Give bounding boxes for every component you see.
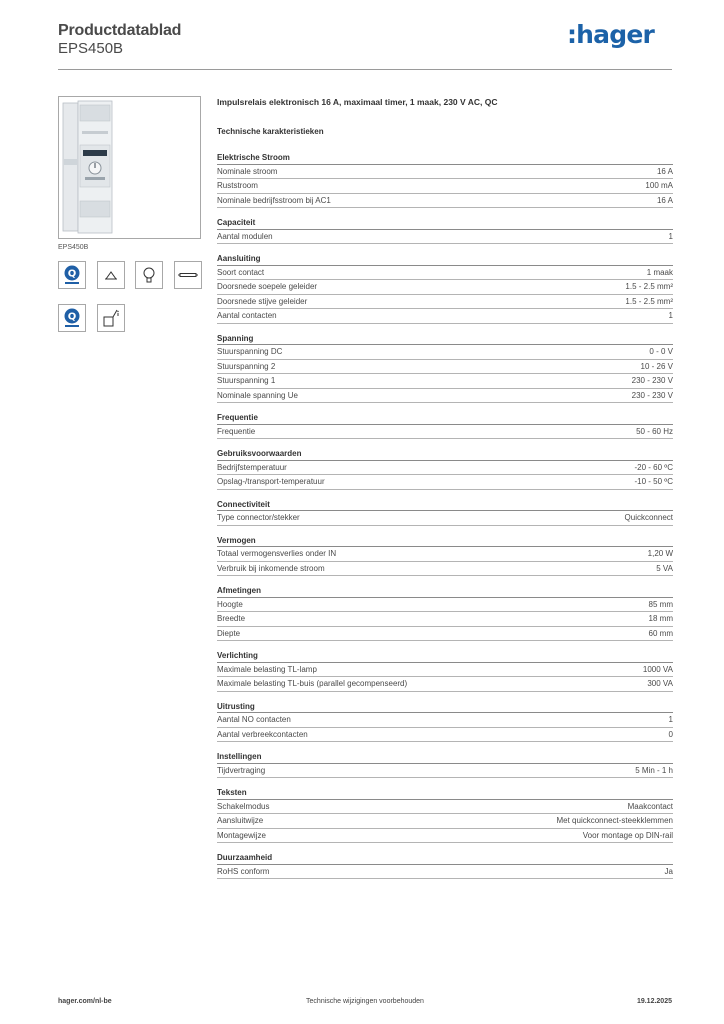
spec-label: Maximale belasting TL-lamp [217, 664, 317, 674]
spec-value: 1,20 W [647, 549, 673, 558]
spec-label: Opslag-/transport-temperatuur [217, 477, 325, 486]
section-title: Vermogen [217, 535, 673, 548]
spec-row [217, 194, 673, 209]
lamp-icon [135, 261, 163, 289]
section-title: Duurzaamheid [217, 852, 673, 865]
spec-row [217, 728, 673, 743]
spec-section [217, 253, 673, 324]
spec-row [217, 663, 673, 678]
spec-sections [217, 152, 673, 879]
spec-label: Nominale stroom [217, 166, 278, 176]
spec-row [217, 677, 673, 692]
spec-row [217, 266, 673, 281]
spec-label: Soort contact [217, 267, 265, 277]
page-header [58, 20, 672, 70]
spec-label: Aantal verbreekcontacten [217, 729, 308, 739]
section-title: Capaciteit [217, 217, 673, 230]
spec-value: Ja [664, 866, 673, 876]
spec-label: Aantal NO contacten [217, 715, 291, 724]
pulse-symbol-icon [97, 261, 125, 289]
spec-value: 5 Min - 1 h [635, 765, 673, 775]
spec-row [217, 598, 673, 613]
spec-row [217, 230, 673, 245]
spec-label: Verbruik bij inkomende stroom [217, 563, 325, 573]
spec-label: Stuurspanning DC [217, 347, 283, 356]
section-title: Uitrusting [217, 701, 673, 714]
spec-value: 16 A [656, 166, 673, 176]
spec-label: Doorsnede soepele geleider [217, 282, 318, 291]
spec-section [217, 535, 673, 577]
spec-value: 1 maak [646, 267, 673, 277]
section-title: Elektrische Stroom [217, 152, 673, 165]
spec-label: Stuurspanning 1 [217, 376, 276, 385]
spec-value: Quickconnect [624, 513, 673, 522]
spec-value: 100 mA [645, 181, 673, 190]
spec-label: Breedte [217, 614, 246, 623]
product-description: Impulsrelais elektronisch 16 A, maximaal timer, 1 maak, 230 V AC, QC [217, 97, 498, 107]
image-reference: EPS450B [58, 244, 89, 251]
spec-section [217, 333, 673, 404]
spec-value: 85 mm [648, 599, 673, 609]
spec-row [217, 865, 673, 880]
section-title: Verlichting [217, 650, 673, 663]
spec-row [217, 295, 673, 310]
spec-label: Hoogte [217, 599, 243, 609]
spec-label: RoHS conform [217, 866, 270, 876]
spec-value: 230 - 230 V [631, 390, 673, 400]
product-code: EPS450B [58, 40, 124, 57]
spec-section [217, 852, 673, 879]
svg-text:Q: Q [67, 311, 77, 323]
product-image [58, 96, 201, 239]
spec-value: 60 mm [648, 628, 673, 638]
spec-row [217, 425, 673, 440]
spec-value: 16 A [656, 195, 673, 205]
spec-value: 1.5 - 2.5 mm² [625, 296, 673, 306]
spec-row [217, 800, 673, 815]
spec-value: 1000 VA [642, 664, 673, 674]
spec-content [217, 96, 673, 879]
spec-value: 18 mm [648, 614, 673, 623]
spec-value: Met quickconnect-steekklemmen [556, 816, 673, 825]
footer-disclaimer: Technische wijzigingen voorbehouden [306, 998, 424, 1005]
quickconnect-q-badge-icon [58, 304, 86, 332]
spec-value: Voor montage op DIN-rail [582, 830, 673, 840]
spec-section [217, 499, 673, 526]
spec-row [217, 511, 673, 526]
spec-value: 1.5 - 2.5 mm² [625, 282, 673, 291]
section-title: Gebruiksvoorwaarden [217, 448, 673, 461]
spec-row [217, 627, 673, 642]
spec-label: Ruststroom [217, 181, 258, 190]
section-title: Spanning [217, 333, 673, 346]
spec-row [217, 360, 673, 375]
spec-value: 1 [668, 311, 673, 320]
footer-date: 19.12.2025 [636, 998, 672, 1005]
section-title: Teksten [217, 787, 673, 800]
spec-value: 10 - 26 V [640, 361, 673, 371]
spec-label: Maximale belasting TL-buis (parallel gecompenseerd) [217, 679, 408, 688]
spec-label: Nominale bedrijfsstroom bij AC1 [217, 195, 331, 205]
spec-row [217, 374, 673, 389]
spec-value: 0 - 0 V [649, 347, 673, 356]
spec-label: Bedrijfstemperatuur [217, 462, 287, 472]
spec-section [217, 152, 673, 208]
spec-row [217, 547, 673, 562]
spec-row [217, 309, 673, 324]
spec-value: 0 [668, 729, 673, 739]
spec-label: Montagewijze [217, 830, 266, 840]
spec-label: Stuurspanning 2 [217, 361, 276, 371]
footer-website: hager.com/nl-be [58, 998, 112, 1005]
svg-text:Q: Q [67, 268, 77, 280]
spec-value: Maakcontact [627, 801, 673, 811]
spec-label: Aansluitwijze [217, 816, 264, 825]
spec-row [217, 814, 673, 829]
document-title: Productdatablad [58, 22, 182, 39]
spec-value: 50 - 60 Hz [636, 426, 673, 436]
spec-label: Schakelmodus [217, 801, 270, 811]
header-divider [58, 69, 672, 70]
spec-row [217, 764, 673, 779]
spec-row [217, 562, 673, 577]
spec-value: 300 VA [647, 679, 673, 688]
technical-characteristics-heading: Technische karakteristieken [217, 127, 324, 136]
spec-label: Totaal vermogensverlies onder IN [217, 549, 337, 558]
section-title: Frequentie [217, 412, 673, 425]
spec-value: 1 [668, 715, 673, 724]
spec-row [217, 612, 673, 627]
spec-label: Diepte [217, 628, 241, 638]
spec-label: Nominale spanning Ue [217, 390, 298, 400]
spec-label: Type connector/stekker [217, 513, 300, 522]
spec-section [217, 412, 673, 439]
section-title: Connectiviteit [217, 499, 673, 512]
spec-value: 230 - 230 V [631, 376, 673, 385]
spec-row [217, 345, 673, 360]
spec-label: Aantal modulen [217, 231, 273, 241]
spec-row [217, 280, 673, 295]
timer-switch-symbol-icon [97, 304, 125, 332]
spec-label: Doorsnede stijve geleider [217, 296, 308, 306]
section-title: Afmetingen [217, 585, 673, 598]
spec-row [217, 165, 673, 180]
spec-row [217, 461, 673, 476]
spec-label: Aantal contacten [217, 311, 277, 320]
spec-section [217, 217, 673, 244]
spec-section [217, 650, 673, 692]
spec-section [217, 787, 673, 843]
spec-section [217, 751, 673, 778]
spec-row [217, 829, 673, 844]
spec-row [217, 475, 673, 490]
spec-value: 1 [668, 231, 673, 241]
spec-label: Frequentie [217, 426, 256, 436]
spec-value: 5 VA [656, 563, 673, 573]
spec-section [217, 448, 673, 490]
spec-row [217, 389, 673, 404]
spec-label: Tijdvertraging [217, 765, 266, 775]
spec-row [217, 713, 673, 728]
spec-row [217, 179, 673, 194]
fluorescent-tube-icon [174, 261, 202, 289]
spec-section [217, 585, 673, 641]
quickconnect-q-badge-icon [58, 261, 86, 289]
hager-logo: :hager [566, 20, 654, 49]
section-title: Aansluiting [217, 253, 673, 266]
spec-value: -20 - 60 ºC [634, 462, 673, 472]
spec-section [217, 701, 673, 743]
section-title: Instellingen [217, 751, 673, 764]
spec-value: -10 - 50 ºC [634, 477, 673, 486]
